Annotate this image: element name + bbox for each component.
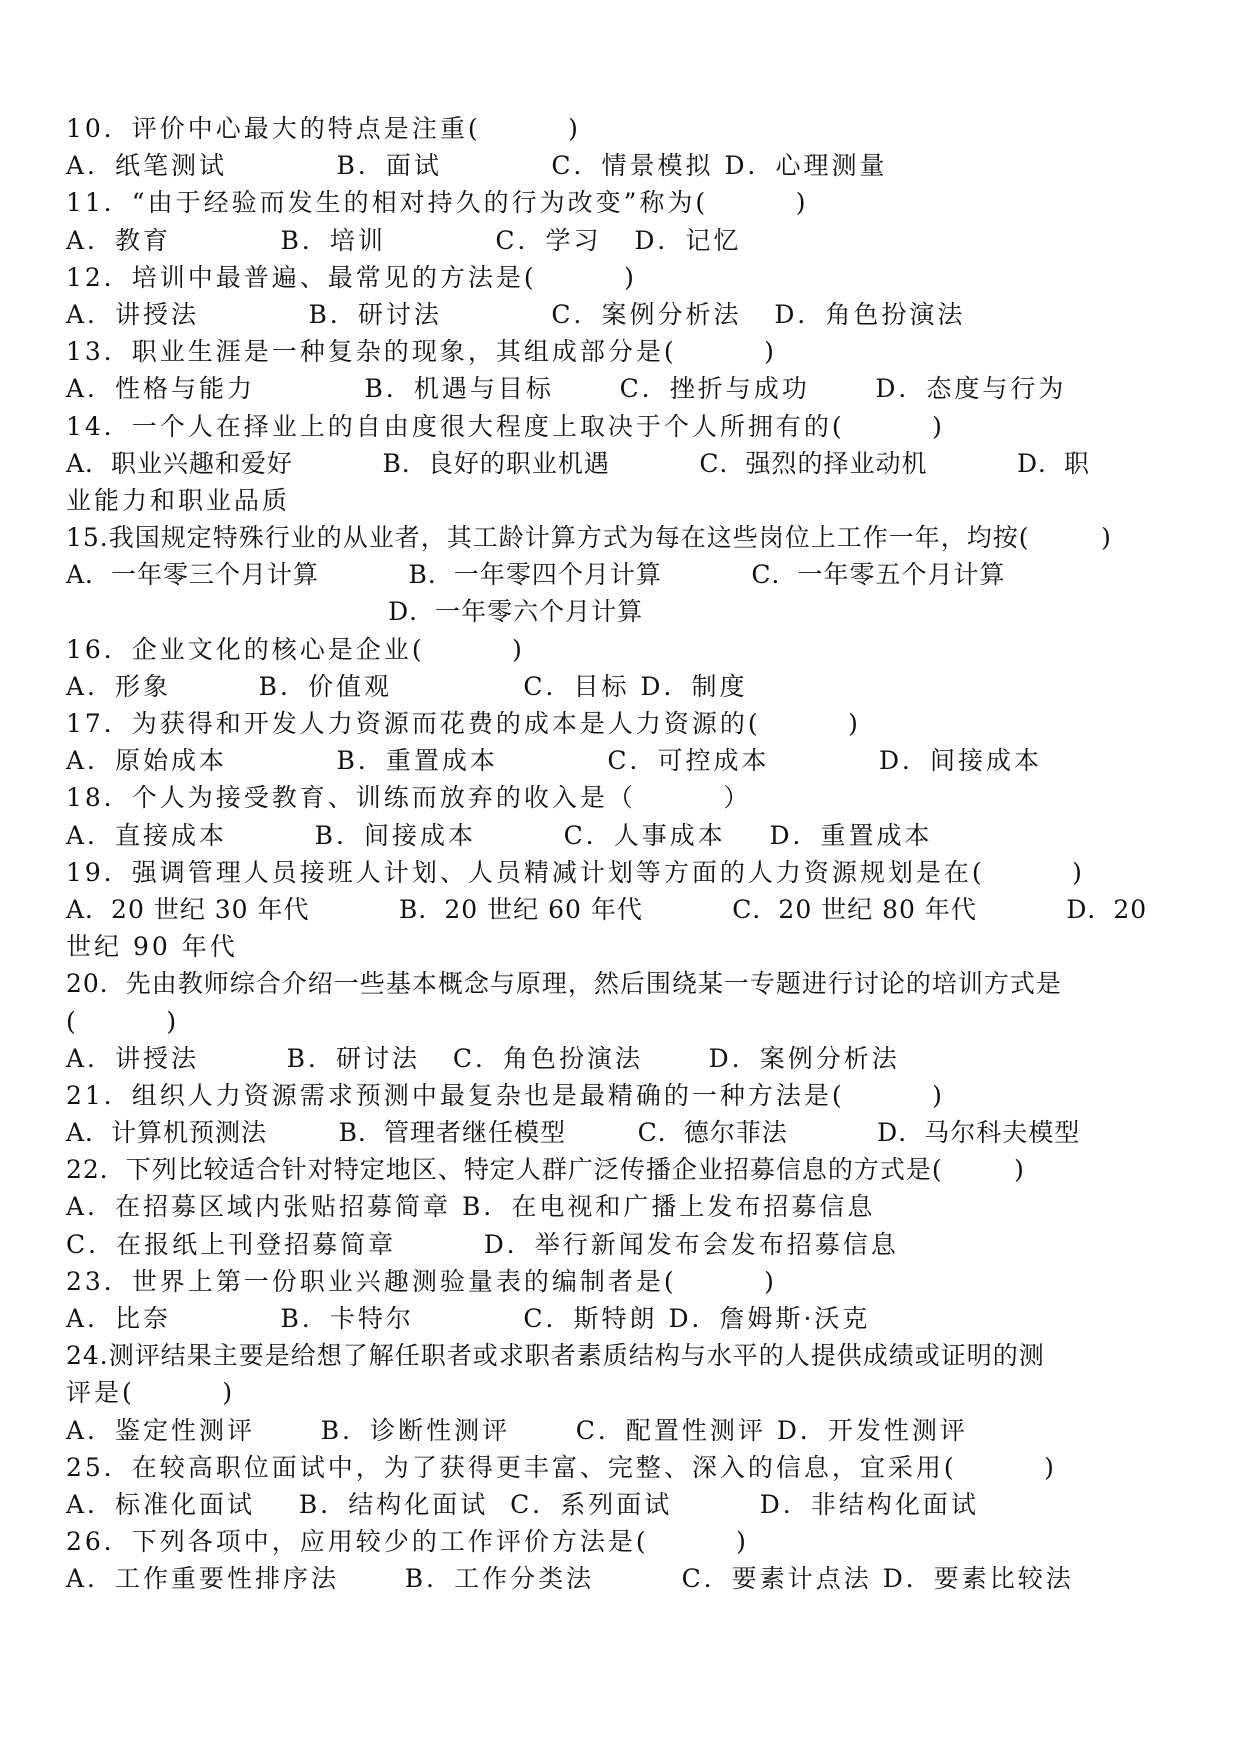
question-26: 26．下列各项中，应用较少的工作评价方法是( ) — [66, 1527, 749, 1557]
options-14: A．职业兴趣和爱好 B．良好的职业机遇 C．强烈的择业动机 D．职 — [66, 448, 1091, 478]
options-25: A．标准化面试 B．结构化面试 C．系列面试 D．非结构化面试 — [66, 1489, 979, 1519]
question-25: 25．在较高职位面试中，为了获得更丰富、完整、深入的信息，宜采用( ) — [66, 1452, 1057, 1482]
options-22-cd: C．在报纸上刊登招募简章 D．举行新闻发布会发布招募信息 — [66, 1229, 899, 1259]
question-24-continued: 评是( ) — [66, 1378, 236, 1408]
options-11: A．教育 B．培训 C．学习 D．记忆 — [66, 225, 742, 255]
options-13: A．性格与能力 B．机遇与目标 C．挫折与成功 D．态度与行为 — [66, 374, 1067, 404]
question-12: 12．培训中最普遍、最常见的方法是( ) — [66, 262, 637, 292]
options-12: A．讲授法 B．研讨法 C．案例分析法 D．角色扮演法 — [66, 299, 966, 329]
options-17: A．原始成本 B．重置成本 C．可控成本 D．间接成本 — [66, 746, 1043, 776]
question-15: 15.我国规定特殊行业的从业者，其工龄计算方式为每在这些岗位上工作一年，均按( ) — [66, 523, 1112, 553]
options-15: A．一年零三个月计算 B．一年零四个月计算 C．一年零五个月计算 — [66, 560, 1006, 590]
question-24: 24.测评结果主要是给想了解任职者或求职者素质结构与水平的人提供成绩或证明的测 — [66, 1341, 1045, 1371]
options-14-continued: 业能力和职业品质 — [66, 485, 291, 515]
options-16: A．形象 B．价值观 C．目标 D．制度 — [66, 671, 748, 701]
question-16: 16．企业文化的核心是企业( ) — [66, 634, 525, 664]
options-10: A．纸笔测试 B．面试 C．情景模拟 D．心理测量 — [66, 151, 888, 181]
question-23: 23．世界上第一份职业兴趣测验量表的编制者是( ) — [66, 1266, 777, 1296]
options-15-continued: D．一年零六个月计算 — [66, 597, 644, 627]
options-24: A．鉴定性测评 B．诊断性测评 C．配置性测评 D．开发性测评 — [66, 1415, 968, 1445]
options-20: A．讲授法 B．研讨法 C．角色扮演法 D．案例分析法 — [66, 1043, 900, 1073]
options-19: A．20 世纪 30 年代 B．20 世纪 60 年代 C．20 世纪 80 年代 D．20 — [66, 894, 1148, 924]
question-19: 19．强调管理人员接班人计划、人员精减计划等方面的人力资源规划是在( ) — [66, 857, 1085, 887]
options-26: A．工作重要性排序法 B．工作分类法 C．要素计点法 D．要素比较法 — [66, 1564, 1074, 1594]
options-21: A．计算机预测法 B．管理者继任模型 C．德尔菲法 D．马尔科夫模型 — [66, 1118, 1081, 1148]
question-10: 10．评价中心最大的特点是注重( ) — [66, 114, 581, 143]
question-11: 11．“由于经验而发生的相对持久的行为改变”称为( ) — [66, 188, 809, 218]
options-23: A．比奈 B．卡特尔 C．斯特朗 D．詹姆斯·沃克 — [66, 1304, 871, 1333]
question-14: 14．一个人在择业上的自由度很大程度上取决于个人所拥有的( ) — [66, 411, 945, 441]
exam-page — [66, 110, 1186, 1598]
question-22: 22．下列比较适合针对特定地区、特定人群广泛传播企业招募信息的方式是( ) — [66, 1155, 1025, 1185]
question-20-continued: ( ) — [66, 1006, 180, 1036]
question-20: 20．先由教师综合介绍一些基本概念与原理，然后围绕某一专题进行讨论的培训方式是 — [66, 969, 1062, 999]
question-13: 13．职业生涯是一种复杂的现象，其组成部分是( ) — [66, 337, 777, 367]
options-18: A．直接成本 B．间接成本 C．人事成本 D．重置成本 — [66, 820, 933, 850]
question-21: 21．组织人力资源需求预测中最复杂也是最精确的一种方法是( ) — [66, 1080, 945, 1110]
options-19-continued: 世纪 90 年代 — [66, 932, 238, 962]
options-22-ab: A．在招募区域内张贴招募简章 B．在电视和广播上发布招募信息 — [66, 1192, 876, 1222]
question-17: 17．为获得和开发人力资源而花费的成本是人力资源的( ) — [66, 709, 861, 738]
question-18: 18．个人为接受教育、训练而放弃的收入是（ ） — [66, 783, 752, 813]
